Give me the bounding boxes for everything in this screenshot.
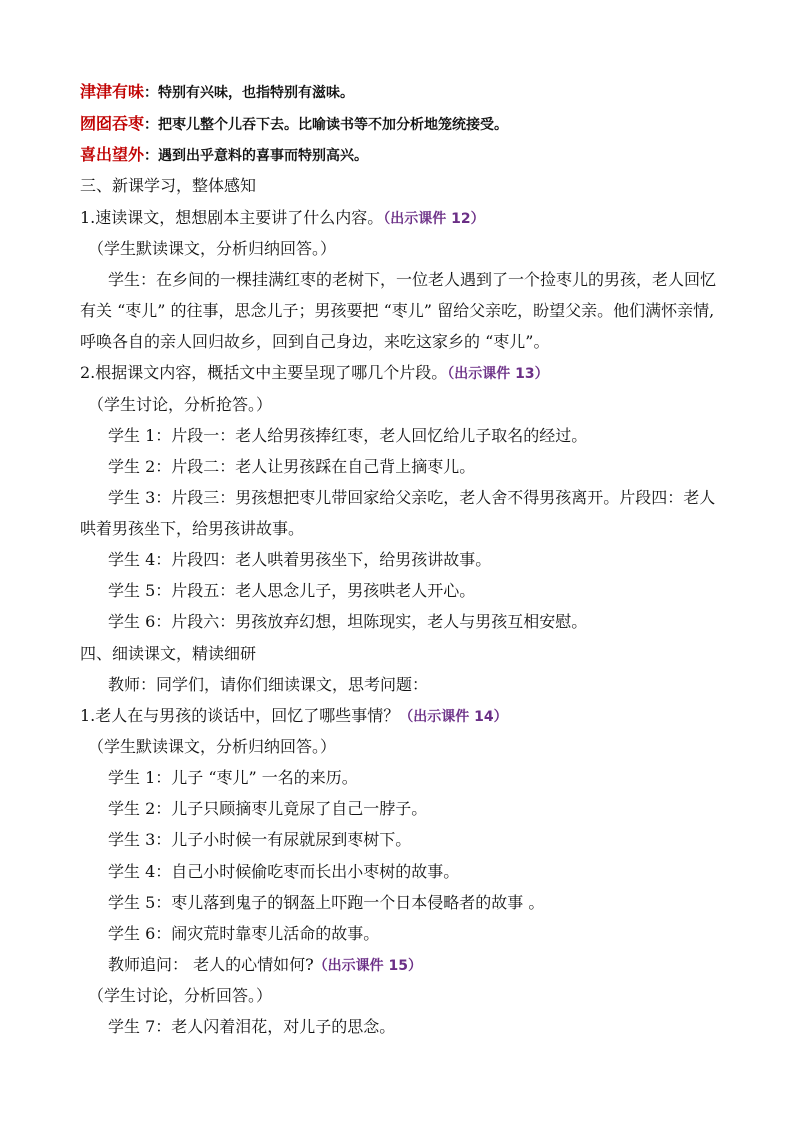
answer-line: 学生 4：片段四：老人哄着男孩坐下，给男孩讲故事。	[108, 550, 492, 569]
vocab-definition: ：遇到出乎意料的喜事而特别高兴。	[144, 148, 369, 164]
vocab-entry	[80, 114, 508, 135]
answer-line: 学生 3：儿子小时候一有尿就尿到枣树下。	[108, 830, 412, 849]
section-heading: 三、新课学习，整体感知	[80, 176, 257, 195]
question	[80, 363, 549, 384]
instruction: （学生默读课文，分析归纳回答。）	[88, 239, 337, 258]
vocab-term: 囫囵吞枣	[80, 114, 145, 133]
question-text: 1.速读课文，想想剧本主要讲了什么内容。	[80, 208, 384, 227]
vocab-entry	[80, 145, 368, 166]
answer-line: 哄着男孩坐下，给男孩讲故事。	[80, 519, 305, 538]
vocab-term: 津津有味	[80, 82, 145, 101]
answer-line: 有关 “枣儿” 的往事，思念儿子；男孩要把 “枣儿” 留给父亲吃，盼望父亲。他们满怀亲情,	[80, 301, 715, 320]
courseware-ref: （出示课件 15）	[313, 958, 423, 974]
question	[108, 955, 422, 976]
question-text: 2.根据课文内容，概括文中主要呈现了哪几个片段。	[80, 363, 448, 382]
answer-line: 呼唤各自的亲人回归故乡，回到自己身边，来吃这家乡的 “枣儿”。	[80, 332, 550, 351]
section-heading: 四、细读课文，精读细研	[80, 644, 257, 663]
answer-line: 学生 2：片段二：老人让男孩踩在自己背上摘枣儿。	[108, 457, 476, 476]
vocab-definition: ：把枣儿整个儿吞下去。比喻读书等不加分析地笼统接受。	[144, 117, 509, 133]
answer-line: 学生 6：片段六：男孩放弃幻想，坦陈现实，老人与男孩互相安慰。	[108, 612, 588, 631]
vocab-term: 喜出望外	[80, 145, 145, 164]
answer-line: 学生 5：枣儿落到鬼子的钢盔上吓跑一个日本侵略者的故事 。	[108, 893, 545, 912]
answer-line: 学生 7：老人闪着泪花，对儿子的思念。	[108, 1017, 396, 1036]
answer-line: 学生 3：片段三：男孩想把枣儿带回家给父亲吃，老人舍不得男孩离开。片段四：老人	[108, 488, 716, 507]
instruction: （学生讨论，分析抢答。）	[88, 395, 273, 414]
question	[80, 706, 508, 727]
answer-line: 学生 1：儿子 “枣儿” 一名的来历。	[108, 768, 358, 787]
question-text: 1.老人在与男孩的谈话中，回忆了哪些事情？	[80, 706, 400, 725]
instruction: （学生默读课文，分析归纳回答。）	[88, 737, 337, 756]
question	[80, 208, 485, 229]
question-text: 教师追问： 老人的心情如何?	[108, 955, 314, 974]
vocab-entry	[80, 82, 354, 103]
answer-line: 学生 5：片段五：老人思念儿子，男孩哄老人开心。	[108, 581, 476, 600]
answer-line: 学生：在乡间的一棵挂满红枣的老树下，一位老人遇到了一个捡枣儿的男孩，老人回忆	[108, 270, 717, 289]
instruction: （学生讨论，分析回答。）	[88, 986, 273, 1005]
vocab-definition: ：特别有兴味，也指特别有滋味。	[144, 85, 355, 101]
answer-line: 学生 1：片段一：老人给男孩捧红枣，老人回忆给儿子取名的经过。	[108, 426, 588, 445]
courseware-ref: （出示课件 14）	[399, 709, 508, 725]
answer-line: 学生 2：儿子只顾摘枣儿竟尿了自己一脖子。	[108, 799, 428, 818]
courseware-ref: （出示课件 13）	[447, 366, 549, 382]
answer-line: 学生 4：自己小时候偷吃枣而长出小枣树的故事。	[108, 862, 460, 881]
teacher-prompt: 教师：同学们，请你们细读课文，思考问题：	[108, 675, 429, 694]
courseware-ref: （出示课件 12）	[383, 211, 485, 227]
answer-line: 学生 6：闹灾荒时靠枣儿活命的故事。	[108, 924, 380, 943]
